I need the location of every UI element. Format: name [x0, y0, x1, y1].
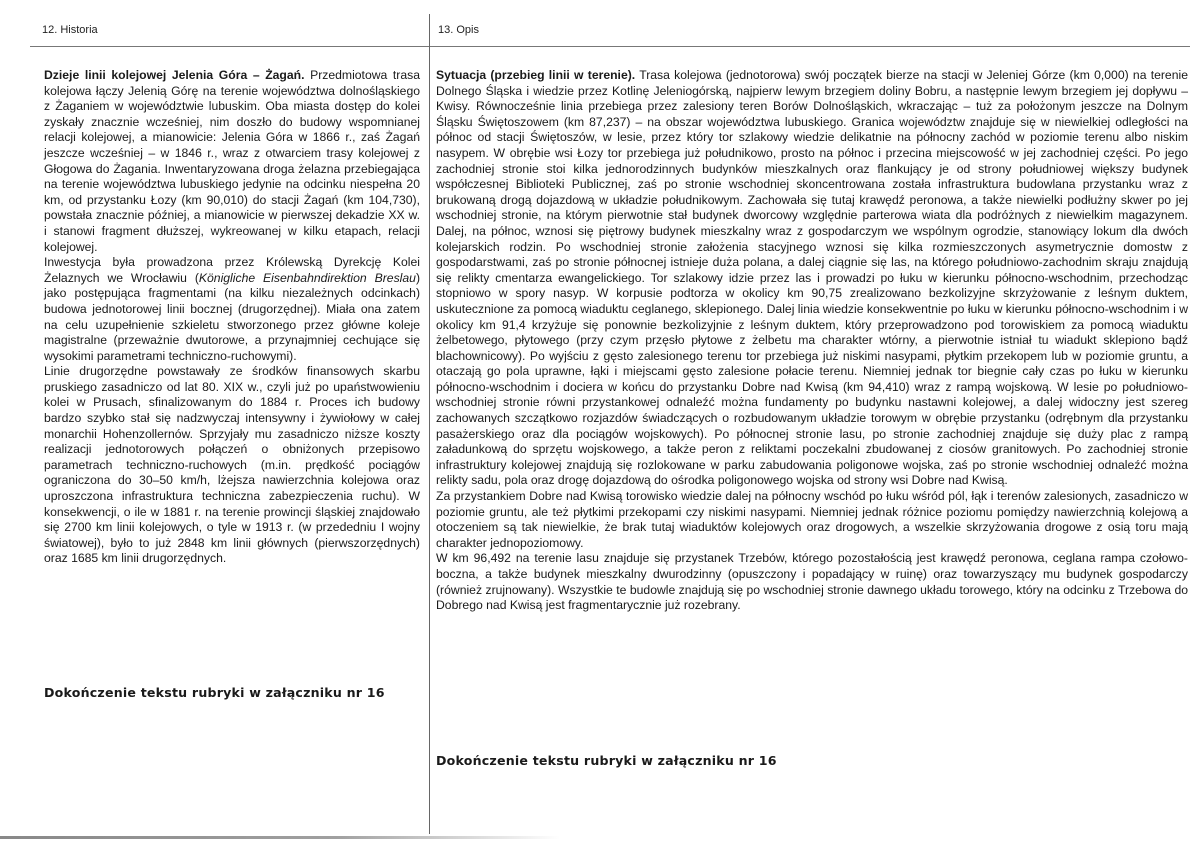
description-title: Sytuacja (przebieg linii w terenie). [436, 68, 636, 82]
description-paragraph-2: Za przystankiem Dobre nad Kwisą torowisko wiedzie dalej na północny wschód po łuku wśród pól, łąk i terenów zalesionych, zasadniczo w poziomie gruntu, ale też płytkimi przekopami czy niskimi nasypami. Niemniej jednak różnice poziomu pomiędzy nawierzchnią kolejową a otoczeniem są tak niewielkie, że brak tutaj wiaduktów kolejowych oraz drogowych, a wszelkie skrzyżowania drogowe z osią toru mają charakter jednopoziomowy. [436, 489, 1188, 550]
history-column [44, 68, 420, 567]
history-title: Dzieje linii kolejowej Jelenia Góra – Żagań. [44, 68, 305, 82]
description-paragraph-3: W km 96,492 na terenie lasu znajduje się przystanek Trzebów, którego pozostałością jest krawędź peronowa, ceglana rampa czołowo-boczna, a także budynek mieszkalny dwurodzinny (opuszczony i popadający w ruinę) oraz towarzyszący mu budynek gospodarczy (również zrujnowany). Wszystkie te budowle znajdują się po wschodniej stronie dawnego układu torowego, który na odcinku z Trzebowa do Dobrego nad Kwisą jest fragmentarycznie już rozebrany. [436, 551, 1188, 613]
header-divider-right [430, 46, 1190, 47]
scan-edge-mark [0, 836, 560, 839]
history-continuation-note: Dokończenie tekstu rubryki w załączniku nr 16 [44, 685, 385, 700]
history-paragraph-2-text-b: ) jako postępująca fragmentami (na kilku niezależnych odcinkach) budowa jednotorowej linii bocznej (drugorzędnej). Miała ona zatem na celu uzupełnienie szkieletu stworzonego przez główne koleje magistralne (przeważnie dwutorowe, a przynajmniej cechujące się wysokimi parametrami techniczno-ruchowymi). [44, 270, 420, 363]
description-paragraph-1 [436, 68, 1188, 489]
history-paragraph-1-text: Przedmiotowa trasa kolejowa łączy Jelenią Górę na terenie województwa dolnośląskiego z Żaganiem w województwie lubuskim. Oba miasta dostęp do kolei zyskały znacznie wcześniej, nim doszło do budowy wspomnianej relacji kolejowej, a mianowicie: Jelenia Góra w 1866 r., zaś Żagań jeszcze wcześniej – w 1846 r., wraz z otwarciem trasy kolejowej z Głogowa do Żagania. Inwentaryzowana droga żelazna przebiegająca na terenie województwa lubuskiego jedynie na odcinku niespełna 20 km, od przystanku Łozy (km 90,010) do stacji Żagań (km 104,730), powstała znacznie później, a mianowicie w pierwszej dekadzie XX w. i stanowi fragment dłuższej, wykreowanej w kilku etapach, relacji kolejowej. [44, 68, 420, 254]
section-header-history: 12. Historia [42, 24, 98, 36]
header-divider-left [30, 46, 429, 47]
section-header-description: 13. Opis [438, 24, 479, 36]
history-paragraph-1 [44, 68, 420, 255]
description-continuation-note: Dokończenie tekstu rubryki w załączniku nr 16 [436, 753, 777, 768]
description-paragraph-1-text: Trasa kolejowa (jednotorowa) swój początek bierze na stacji w Jeleniej Górze (km 0,000) na terenie Dolnego Śląska i wiedzie przez Kotlinę Jeleniogórską, najpierw lewym brzegiem doliny Bobru, a następnie lewym brzegiem jej dopływu – Kwisy. Równocześnie linia przebiega przez zalesiony teren Borów Dolnośląskich, wkraczając – tuż za położonym jeszcze na Dolnym Śląsku Świętoszowem (km 87,237) – na obszar województwa lubuskiego. Granica województw znajduje się w niewielkiej odległości na północ od stacji Świętoszów, w lesie, przez który tor szlakowy wiedzie delikatnie na północny zachód w poziomie terenu albo niskim nasypem. W obrębie wsi Łozy tor przebiega już południkowo, prosto na północ i przecina miejscowość w jej zachodniej części. Po jego zachodniej stronie stoi kilka jednorodzinnych budynków mieszkalnych oraz flankujący je od strony południowej większy budynek współczesnej Biblioteki Publicznej, zaś po stronie wschodniej skoncentrowana została infrastruktura budowlana przystanku wraz z brukowaną drogą dojazdową w układzie południkowym. Zachowała się tutaj krawędź peronowa, a także niewielki podłużny skwer po jej wschodniej stronie, na którym pierwotnie stał budynek dworcowy względnie parterowa wiata dla podróżnych z niewielkim magazynem. Dalej, na północ, wznosi się piętrowy budynek mieszkalny wraz z gospodarczym we wspólnym ogrodzie, stanowiący lokum dla dwóch kolejarskich rodzin. Po wschodniej stronie założenia stacyjnego wznosi się kilka rozmieszczonych asymetrycznie domostw z gospodarstwami, zaś po stronie północnej istnieje duża polana, a dalej ciągnie się las, na którego południowo-zachodnim skraju znajdują się relikty cmentarza ewangelickiego. Tor szlakowy idzie przez las i prowadzi po łuku w kierunku północno-wschodnim, przechodząc stopniowo w spory nasyp. W korpusie podtorza w okolicy km 90,75 zrealizowano bezkolizyjne skrzyżowanie z leśnym duktem, uskutecznione za pomocą wiaduktu ceglanego, sklepionego. Dalej linia wiedzie konsekwentnie po łuku w kierunku północno-wschodnim i w okolicy km 91,4 krzyżuje się ponownie bezkolizyjnie z leśnym duktem, który przeprowadzono pod torowiskiem za pomocą wiaduktu żelbetowego, płytowego (przy czym przęsło płytowe z żelbetu ma charakter wtórny, a pierwotnie istniał tu wiadukt sklepiono bądź blachownicowy). Po wyjściu z gęsto zalesionego terenu tor przebiega już niskimi nasypami, płytkim przekopem lub w poziomie gruntu, a otaczają go pola uprawne, łąki i miejscami gęsto zalesione połacie terenu. Niemniej jednak tor biegnie cały czas po łuku w kierunku północno-wschodnim i dociera w końcu do przystanku Dobre nad Kwisą (km 94,410) wraz z rampą wojskową. W lesie po południowo-wschodniej stronie równi przystankowej odnaleźć można fundamenty po budynku nastawni kolejowej, a dalej widoczny jest szereg zachowanych szczątkowo rozjazdów świadczących o rozbudowanym układzie torowym w obrębie przystanku (odrębnym dla przystanku pasażerskiego oraz dla pociągów wojskowych). Po północnej stronie lasu, po stronie zachodniej znajduje się duży plac z rampą załadunkową do sprzętu wojskowego, a także peron z reliktami poczekalni zbudowanej z ciosów granitowych. Po zachodniej stronie infrastruktury kolejowej znajdują się rozlokowane w parku zabudowania poligonowe wojska, zaś po stronie wschodniej odnaleźć można relikty sadu, pola oraz drogę dojazdową do ośrodka poligonowego wojska od strony wsi Dobre nad Kwisą. [436, 68, 1188, 488]
history-paragraph-2-text-a: Inwestycja była prowadzona przez Królewską Dyrekcję Kolei Żelaznych we Wrocławiu ( [44, 255, 420, 285]
history-paragraph-3: Linie drugorzędne powstawały ze środków finansowych skarbu pruskiego zasadniczo od lat 80. XIX w., czyli już po upaństwowieniu kolei w Prusach, sfinalizowanym do 1884 r. Proces ich budowy bardzo szybko stał się nadzwyczaj intensywny i żywiołowy w całej monarchii Hohenzollernów. Sprzyjały mu zasadniczo niższe koszty realizacji jednotorowych połączeń o obniżonych przepisowo parametrach techniczno-ruchowych (m.in. prędkość pociągów ograniczona do 30–50 km/h, lżejsza nawierzchnia kolejowa oraz uproszczona infrastruktura techniczna zabezpieczenia ruchu). W konsekwencji, o ile w 1881 r. na terenie prowincji śląskiej znajdowało się 2700 km linii kolejowych, o tyle w 1913 r. (w przededniu I wojny światowej), było to już 2848 km linii głównych (pierwszorzędnych) oraz 1685 km linii drugorzędnych. [44, 364, 420, 566]
description-column [436, 68, 1188, 614]
column-divider [429, 14, 430, 834]
history-paragraph-2-italic: Königliche Eisenbahndirektion Breslau [198, 270, 416, 285]
history-paragraph-2 [44, 255, 420, 364]
